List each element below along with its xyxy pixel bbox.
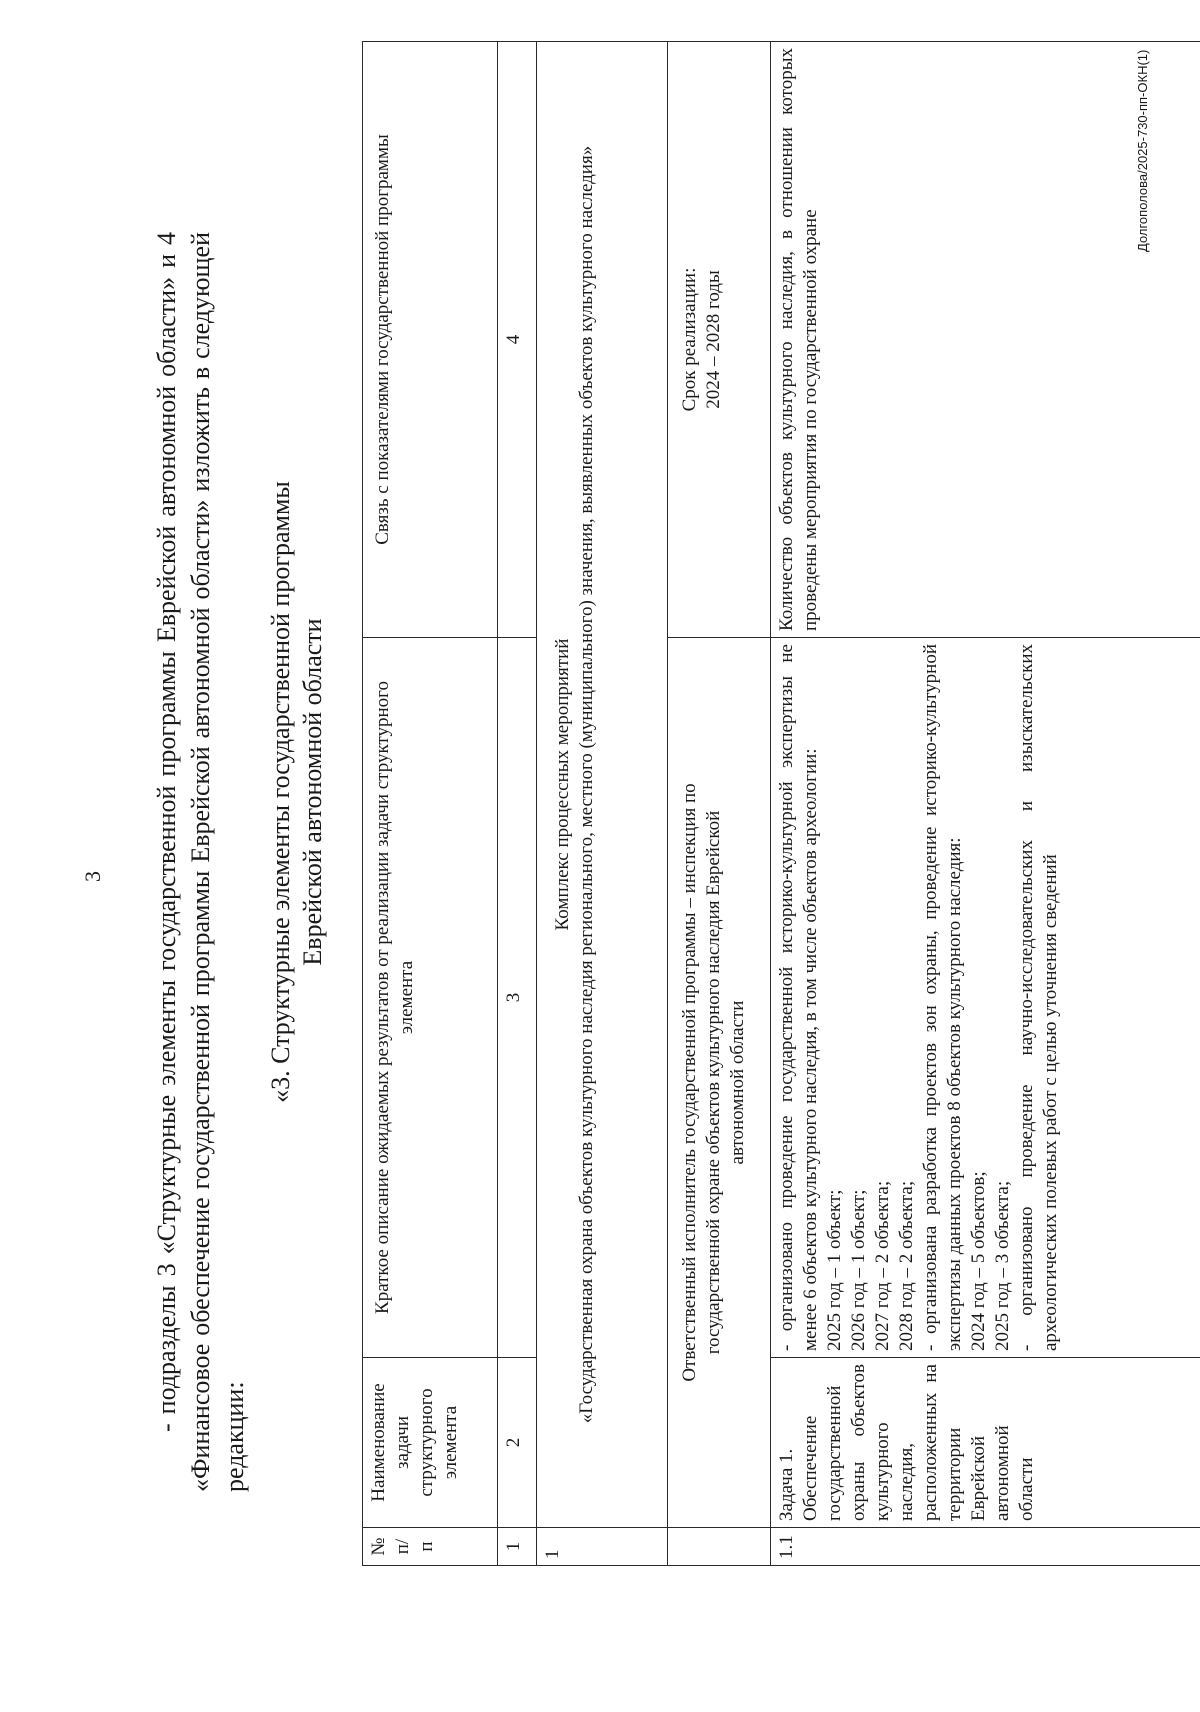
structural-elements-table: [362, 41, 1200, 1566]
table-header-row: [363, 42, 498, 1566]
result-item: - организовано проведение научно-исследовательских и изыскательских археологических полевых работ с целью уточнения сведений: [1016, 644, 1061, 1351]
task-name: [771, 1358, 1200, 1528]
page-number: 3: [80, 871, 105, 882]
task-name-line: Обеспечение: [800, 1415, 821, 1521]
result-item: - организована разработка проектов зон охраны, проведение историко-культурной экспертизы данных проектов 8 объектов культурного наследия:: [920, 644, 965, 1351]
responsible-executor: Ответственный исполнитель государственной программы – инспекция по государственной охране объектов культурного наследия Еврейской автономной области: [668, 638, 771, 1528]
term-label: Срок реализации:: [679, 267, 700, 412]
document-footer-code: Долгополова/2025-730-пп-ОКН(1): [1135, 49, 1150, 252]
task-name-line: автономной области: [992, 1425, 1037, 1521]
complex-subtitle: «Государственная охрана объектов культурного наследия регионального, местного (муниципального) значения, выявленных объектов культурного наследия»: [576, 145, 597, 1424]
section-title: [265, 292, 329, 1292]
task-name-line: государственной: [824, 1385, 845, 1521]
intro-line-3: редакции:: [220, 1381, 249, 1492]
task-name-line: территории Еврейской: [944, 1427, 989, 1521]
col-number-1: 1: [498, 1528, 537, 1566]
section-title-line-2: Еврейской автономной области: [298, 618, 327, 966]
result-item: 2028 год – 2 объекта;: [896, 1180, 917, 1351]
header-num: № п/п: [363, 1528, 498, 1566]
result-item: 2027 год – 2 объекта;: [872, 1180, 893, 1351]
col-number-3: 3: [498, 638, 537, 1358]
intro-paragraph: [150, 232, 252, 1492]
complex-cell: [537, 42, 668, 1528]
header-results: Краткое описание ожидаемых результатов от реализации задачи структурного элемента: [363, 638, 498, 1358]
complex-row: [537, 42, 668, 1566]
result-item: 2024 год – 5 объектов;: [968, 1171, 989, 1351]
header-indicators: Связь с показателями государственной программы: [363, 42, 498, 638]
task-num: 1.1: [771, 1528, 1200, 1566]
result-item: 2026 год – 1 объект;: [848, 1189, 869, 1351]
intro-line-2: «Финансовое обеспечение государственной программы Еврейской автономной области» изложить в следующей: [186, 232, 215, 1492]
col-number-4: 4: [498, 42, 537, 638]
result-item: 2025 год – 3 объекта;: [992, 1180, 1013, 1351]
task-name-line: культурного наследия,: [872, 1422, 917, 1521]
task-results: [771, 638, 1200, 1358]
column-number-row: [498, 42, 537, 1566]
result-item: 2025 год – 1 объект;: [824, 1189, 845, 1351]
result-item: - организовано проведение государственной историко-культурной экспертизы не менее 6 объектов культурного наследия, в том числе объектов археологии:: [776, 644, 821, 1351]
task-name-line: расположенных на: [920, 1364, 941, 1521]
responsible-empty: [668, 1528, 771, 1566]
task-row: [771, 42, 1200, 1566]
section-title-line-1: «3. Структурные элементы государственной программы: [266, 481, 295, 1103]
header-task-name: Наименование задачи структурного элемента: [363, 1358, 498, 1528]
task-name-line: охраны объектов: [848, 1364, 869, 1521]
task-name-line: Задача 1.: [776, 1448, 797, 1521]
responsible-row: [668, 42, 771, 1566]
intro-line-1: - подразделы 3 «Структурные элементы государственной программы Еврейской автономной области» и 4: [152, 232, 181, 1432]
complex-title: Комплекс процессных мероприятий: [552, 638, 573, 931]
complex-num: 1: [537, 1528, 668, 1566]
task-indicator: Количество объектов культурного наследия, в отношении которых проведены мероприятия по государственной охране: [771, 42, 1200, 638]
implementation-term: [668, 42, 771, 638]
col-number-2: 2: [498, 1358, 537, 1528]
term-value: 2024 – 2028 годы: [703, 270, 724, 409]
